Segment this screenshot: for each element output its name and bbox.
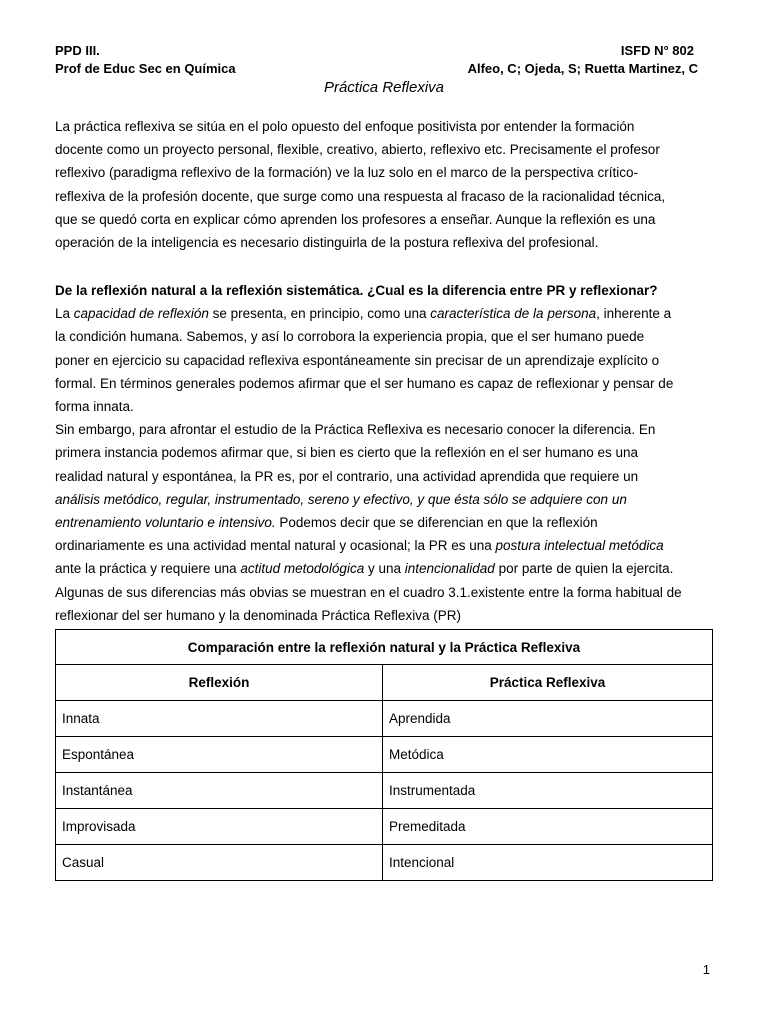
header-authors: Alfeo, C; Ojeda, S; Ruetta Martinez, C: [467, 61, 698, 76]
text-run: ordinariamente es una actividad mental natural y ocasional; la PR es una: [55, 538, 496, 554]
paragraph-line: reflexionar del ser humano y la denominada Práctica Reflexiva (PR): [55, 607, 461, 623]
table-cell: Instrumentada: [383, 773, 713, 809]
header-row-1: [55, 43, 698, 58]
section: [55, 279, 715, 627]
table-row: [56, 701, 713, 737]
paragraph-line: [55, 302, 715, 325]
header-program: Prof de Educ Sec en Química: [55, 61, 236, 76]
table-cell: Innata: [56, 701, 383, 737]
table-cell: Improvisada: [56, 809, 383, 845]
paragraph-line: [55, 511, 715, 534]
column-header-reflexion: Reflexión: [56, 665, 383, 701]
page-number: 1: [702, 962, 710, 977]
emphasis-run: postura intelectual metódica: [495, 538, 664, 554]
paragraph-line: [55, 534, 715, 557]
table-cell: Metódica: [383, 737, 713, 773]
paragraph-line: forma innata.: [55, 399, 134, 415]
table-row: [56, 845, 713, 881]
paragraph-line: la condición humana. Sabemos, y así lo corrobora la experiencia propia, que el ser humano puede: [55, 329, 645, 345]
intro-line: La práctica reflexiva se sitúa en el polo opuesto del enfoque positivista por entender la formación: [55, 119, 635, 134]
section-heading: De la reflexión natural a la reflexión sistemática. ¿Cual es la diferencia entre PR y reflexionar?: [55, 283, 658, 298]
table-cell: Casual: [56, 845, 383, 881]
table-cell: Espontánea: [56, 737, 383, 773]
paragraph-line: poner en ejercicio su capacidad reflexiva espontáneamente sin precisar de un aprendizaje explícito o: [55, 352, 660, 368]
table-row: [56, 809, 713, 845]
paragraph-line: [55, 557, 715, 580]
intro-line: docente como un proyecto personal, flexible, creativo, abierto, reflexivo etc. Precisamente el profesor: [55, 142, 660, 158]
text-run: , inherente a: [596, 306, 672, 322]
text-run: ante la práctica y requiere una: [55, 561, 241, 577]
table-cell: Premeditada: [383, 809, 713, 845]
table-cell: Intencional: [383, 845, 713, 881]
text-run: por parte de quien la ejercita.: [494, 561, 674, 577]
intro-line: operación de la inteligencia es necesario distinguirla de la postura reflexiva del profesional.: [55, 235, 599, 251]
text-run: La: [55, 306, 74, 322]
paragraph-line: Sin embargo, para afrontar el estudio de la Práctica Reflexiva es necesario conocer la diferencia. En: [55, 422, 656, 438]
intro-paragraph: [55, 115, 715, 254]
intro-line: que se quedó corta en explicar cómo aprenden los profesores a enseñar. Aunque la reflexión es una: [55, 211, 656, 227]
emphasis-run: característica de la persona: [430, 306, 597, 322]
table-cell: Instantánea: [56, 773, 383, 809]
text-run: se presenta, en principio, como una: [208, 306, 431, 322]
table-row: [56, 737, 713, 773]
text-run: Podemos decir que se diferencian en que la reflexión: [275, 515, 598, 531]
table-row: [56, 773, 713, 809]
intro-line: reflexivo (paradigma reflexivo de la formación) ve la luz solo en el marco de la perspectiva crítico-: [55, 165, 639, 181]
intro-line: reflexiva de la profesión docente, que surge como una respuesta al fracaso de la racionalidad técnica,: [55, 188, 666, 204]
table-cell: Aprendida: [383, 701, 713, 737]
header-row-2: [55, 61, 698, 76]
table-caption: Comparación entre la reflexión natural y la Práctica Reflexiva: [56, 630, 713, 665]
emphasis-run: intencionalidad: [404, 561, 495, 577]
paragraph-line: Algunas de sus diferencias más obvias se muestran en el cuadro 3.1.existente entre la forma habitual de: [55, 584, 682, 600]
emphasis-run: entrenamiento voluntario e intensivo.: [55, 515, 276, 531]
paragraph-line: primera instancia podemos afirmar que, si bien es cierto que la reflexión en el ser humano es una: [55, 445, 639, 461]
paragraph-line: formal. En términos generales podemos afirmar que el ser humano es capaz de reflexionar y pensar de: [55, 375, 674, 391]
paragraph-line: [55, 488, 715, 511]
emphasis-run: capacidad de reflexión: [73, 306, 209, 322]
paragraph-line: realidad natural y espontánea, la PR es, por el contrario, una actividad aprendida que requiere un: [55, 468, 639, 484]
header-course: PPD III.: [55, 43, 100, 58]
emphasis-run: actitud metodológica: [240, 561, 365, 577]
emphasis-run: análisis metódico, regular, instrumentado, sereno y efectivo, y que ésta sólo se adquiere con un: [55, 491, 627, 507]
header-institute: ISFD N° 802: [620, 43, 694, 58]
comparison-table: [55, 629, 713, 881]
text-run: y una: [364, 561, 405, 577]
document-title: Práctica Reflexiva: [323, 79, 445, 96]
column-header-practica: Práctica Reflexiva: [383, 665, 713, 701]
